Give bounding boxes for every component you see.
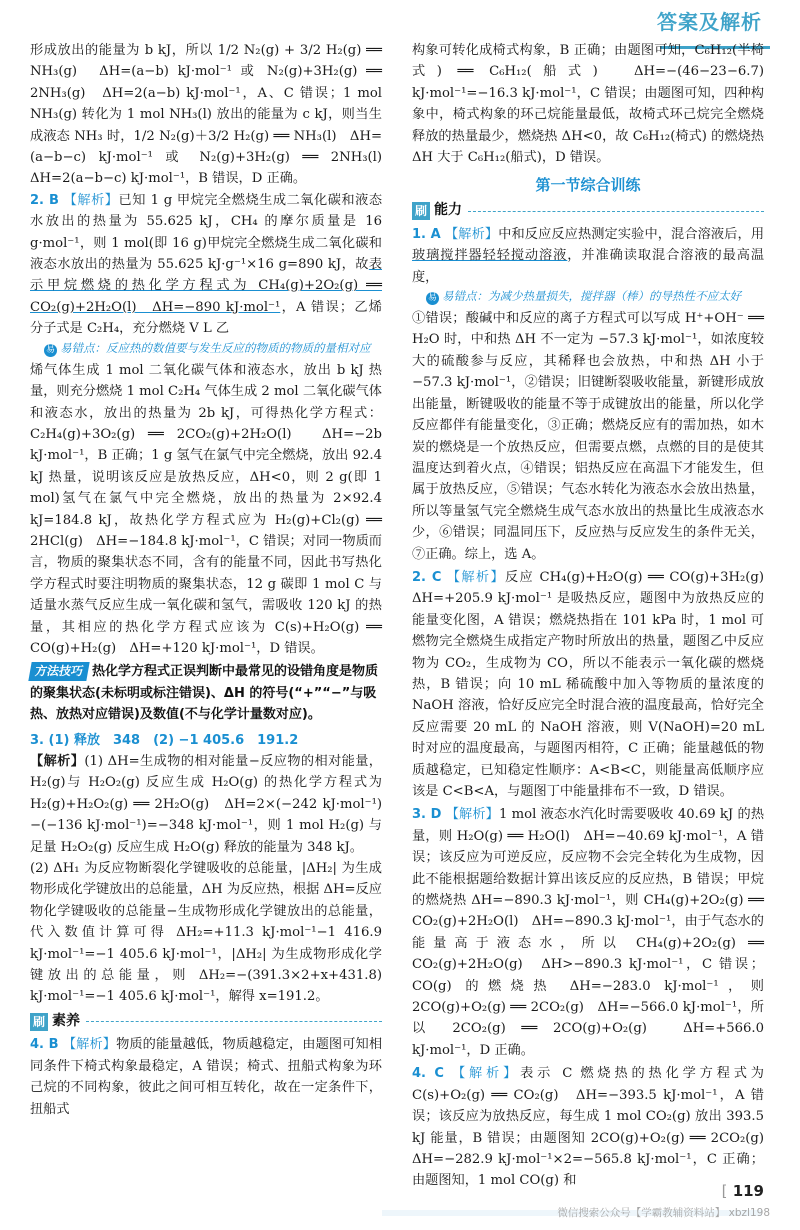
ability-answer-1 (412, 224, 764, 288)
answer-4-continuation: 构象可转化成椅式构象，B 正确；由题图可知，C₆H₁₂(半椅式) ══ C₆H₁₂(船式) ΔH=−(46−23−6.7) kJ·mol⁻¹=−16.3 kJ·mol⁻¹，C 错误；由题图可知，四种构象中，椅式构象的环己烷能量最低，故椅式环己烷完全燃烧释放的热量最少，燃烧热 ΔH<0，故 C₆H₁₂(椅式) 的燃烧热 ΔH 大于 C₆H₁₂(船式)，D 错误。 (412, 43, 764, 166)
mistake-note-text: 易错点：反应热的数值要与发生反应的物质的物质的量相对应 (60, 340, 371, 355)
section-badge: 刷 (30, 1013, 48, 1031)
answer-3-heading: 3. (1) 释放 348 (2) −1 405.6 191.2 (30, 732, 299, 748)
ability-answer-1-number: 1. A (412, 226, 441, 242)
answer-2-text-1: 已知 1 g 甲烷完全燃烧生成二氧化碳和液态水放出的热量为 55.625 kJ，CH₄ 的摩尔质量是 16 g·mol⁻¹，则 1 mol(即 16 g)甲烷完全燃烧生成二氧化碳和液态水放出的热量为 55.625 kJ·g⁻¹×16 g=890 kJ，故 (30, 192, 383, 273)
answer-4-number: 4. B (30, 1037, 59, 1053)
analysis-tag: 【解析】 (451, 1066, 521, 1082)
method-tip (30, 661, 382, 725)
ability-answer-2-text: 反应 CH₄(g)+H₂O(g) ══ CO(g)+3H₂(g) ΔH=+205.9 kJ·mol⁻¹ 是吸热反应，题图中为放热反应的能量变化图，A 错误；燃烧热指在 101 kPa 时，1 mol 可燃物完全燃烧生成指定产物时所放出的热量，题图乙中反应物为 CO₂，生成物为 CO，所以不能表示一氧化碳的燃烧热，B 错误；向 10 mL 稀硫酸中加入等物质的量浓度的 NaOH 溶液，恰好反应完全时混合液的温度最高，恰好完全反应需要 20 mL 的 NaOH 溶液，则 V(NaOH)=20 mL 时对应的温度最高，与题图丙相符，C 正确；能量越低的物质越稳定，已知稳定性顺序：A<B<C，则能量高低顺序应该是 C<B<A，与题图丁中能量排布不一致，D 错误。 (412, 569, 778, 799)
ability-answer-1-text-3: ①错误；酸碱中和反应的离子方程式可以写成 H⁺+OH⁻ ══ H₂O 时，中和热 ΔH 不一定为 −57.3 kJ·mol⁻¹，如浓度较大的硫酸参与反应，其稀释也会放热，中和热 ΔH 小于 −57.3 kJ·mol⁻¹，②错误；旧键断裂吸收能量，新键形成放出能量，断键吸收的能量不等于成键放出的能量，所以化学反应都伴有能量变化，③正确；燃烧反应有的需加热，如木炭的燃烧是一个放热反应，但需要点燃，点燃的目的是使其温度达到着火点，④错误；铝热反应在高温下才能发生，但属于放热反应，⑤错误；气态水转化为液态水会放出热量，所以等量氢气完全燃烧生成气态水放出的热量比生成液态水少，⑥错误；同温同压下，反应热与反应发生的条件无关，⑦正确。综上，选 A。 (412, 311, 764, 562)
answer-4 (30, 1034, 382, 1120)
ability-answer-1-underlined: 玻璃搅拌器轻轻搅动溶液 (412, 248, 568, 264)
analysis-tag: 【解析】 (62, 1037, 117, 1053)
ability-answer-3 (412, 804, 764, 1061)
analysis-tag: 【解析】 (30, 754, 85, 769)
answer-3-part-1 (30, 751, 382, 858)
page-number: [ 119 (721, 1181, 764, 1200)
answer-4-text: 物质的能量越低，物质越稳定，由题图可知相同条件下椅式构象最稳定，A 错误；椅式、扭船式构象为环己烷的不同构象，彼此之间可相互转化，故在一定条件下，扭船式 (30, 1037, 383, 1117)
mistake-note (426, 289, 764, 305)
page-number-value: 119 (732, 1181, 764, 1200)
answer-3-part-2: (2) ΔH₁ 为反应物断裂化学键吸收的总能量，|ΔH₂| 为生成物形成化学键放出的总能量，ΔH 为反应热，根据 ΔH=反应物化学键吸收的总能量−生成物形成化学键放出的总能量，代入数值计算可得 ΔH₂=+11.3 kJ·mol⁻¹−1 416.9 kJ·mol⁻¹=−1 405.6 kJ·mol⁻¹，|ΔH₂| 为生成物形成化学键放出的总能量，则 ΔH₂=−(391.3×2+x+431.8) kJ·mol⁻¹=−1 405.6 kJ·mol⁻¹，解得 x=191.2。 (30, 861, 382, 1005)
method-tip-tag: 方法技巧 (28, 662, 89, 681)
answer-2-number: 2. B (30, 192, 59, 208)
ability-answer-4 (412, 1063, 778, 1191)
ability-answer-2 (412, 567, 778, 802)
mistake-note (44, 341, 382, 357)
section-nengli (412, 200, 764, 221)
mistake-note-text: 易错点：为减少热量损失，搅拌器（棒）的导热性不应太好 (442, 289, 741, 304)
answer-2-underlined: 表示甲烷燃烧的热化学方程式为 CH₄(g)+2O₂(g) ══ CO₂(g)+2H₂O(l) ΔH=−890 kJ·mol⁻¹ (30, 257, 382, 315)
ability-answer-1-text-2: ，并准确读取混合溶液的最高温度， (412, 248, 765, 285)
answer-3-text-1: (1) ΔH=生成物的相对能量−反应物的相对能量，H₂(g)与 H₂O₂(g) 反应生成 H₂O(g) 的热化学方程式为 H₂(g)+H₂O₂(g) ══ 2H₂O(g) ΔH=2×(−242 kJ·mol⁻¹)−(−136 kJ·mol⁻¹)=−348 kJ·mol⁻¹，则 1 mol H₂(g) 与足量 H₂O₂(g) 反应生成 H₂O(g) 释放的能量为 348 kJ。 (30, 754, 382, 855)
section-badge: 刷 (412, 202, 430, 220)
q1-continuation: 形成放出的能量为 b kJ，所以 1/2 N₂(g) + 3/2 H₂(g) ══ NH₃(g) ΔH=(a−b) kJ·mol⁻¹ 或 N₂(g)+3H₂(g) ══ 2NH₃(g) ΔH=2(a−b) kJ·mol⁻¹，A、C 错误；1 mol NH₃(g) 转化为 1 mol NH₃(l) 放出的能量为 c kJ，则当生成液态 NH₃ 时，1/2 N₂(g)＋3/2 H₂(g) ══ NH₃(l) ΔH=(a−b−c) kJ·mol⁻¹ 或 N₂(g)+3H₂(g) ══ 2NH₃(l) ΔH=2(a−b−c) kJ·mol⁻¹，B 错误，D 正确。 (30, 43, 396, 187)
answer-2-text-3: 烯气体生成 1 mol 二氧化碳气体和液态水，放出 b kJ 热量，则充分燃烧 1 mol C₂H₄ 气体生成 2 mol 二氧化碳气体和液态水，放出的热量为 2b kJ，可得热化学方程式：C₂H₄(g)+3O₂(g) ══ 2CO₂(g)+2H₂O(l) ΔH=−2b kJ·mol⁻¹，B 正确；1 g 氢气在氯气中完全燃烧，放出 92.4 kJ 热量，说明该反应是放热反应，ΔH<0，则 2 g(即 1 mol)氢气在氯气中完全燃烧，放出的热量为 2×92.4 kJ=184.8 kJ，故热化学方程式应为 H₂(g)+Cl₂(g) ══ 2HCl(g) ΔH=−184.8 kJ·mol⁻¹，C 错误；对同一物质而言，物质的聚集状态不同，含有的能量不同，因此书写热化学方程式时要注明物质的聚集状态，12 g 碳即 1 mol C 与适量水蒸气反应生成一氧化碳和氢气，需吸收 120 kJ 的热量，其相应的热化学方程式应该为 C(s)+H₂O(g) ══ CO(g)+H₂(g) ΔH=+120 kJ·mol⁻¹，D 错误。 (30, 362, 382, 656)
answer-2 (30, 190, 382, 340)
mistake-icon: 易 (45, 344, 55, 355)
ability-answer-2-number: 2. C (412, 569, 442, 585)
section-divider (86, 1021, 382, 1022)
section-label: 素养 (52, 1012, 80, 1029)
method-tip-text: 热化学方程式正误判断中最常见的设错角度是物质的聚集状态(未标明或标注错误)、ΔH 的符号(“+”“−”与吸热、放热对应错误)及数值(不与化学计量数对应)。 (30, 664, 379, 723)
section-title: 第一节综合训练 (535, 176, 641, 195)
ability-answer-3-text: 1 mol 液态水汽化时需要吸收 40.69 kJ 的热量，则 H₂O(g) ══ H₂O(l) ΔH=−40.69 kJ·mol⁻¹，A 错误；该反应为可逆反应，反应物不会完全转化为生成物，因此不能根据题给数据计算出该反应的反应热，B 错误；甲烷的燃烧热 ΔH=−890.3 kJ·mol⁻¹，则 CH₄(g)+2O₂(g) ══ CO₂(g)+2H₂O(l) ΔH=−890.3 kJ·mol⁻¹，由于气态水的能量高于液态水，所以 CH₄(g)+2O₂(g) ══ CO₂(g)+2H₂O(g) ΔH>−890.3 kJ·mol⁻¹，C 错误；CO(g) 的燃烧热 ΔH=−283.0 kJ·mol⁻¹，则 2CO(g)+O₂(g) ══ 2CO₂(g) ΔH=−566.0 kJ·mol⁻¹，所以 2CO₂(g) ══ 2CO(g)+O₂(g) ΔH=+566.0 kJ·mol⁻¹，D 正确。 (412, 807, 765, 1058)
watermark: 微信搜索公众号【学霸教辅资料站】 xbzl198 (557, 1206, 770, 1219)
answer-2-text-2: ，A 错误；乙烯分子式是 C₂H₄，充分燃烧 V L 乙 (30, 299, 382, 337)
analysis-tag: 【解析】 (63, 192, 119, 208)
left-column (30, 40, 396, 1120)
analysis-tag: 【解析】 (445, 226, 499, 242)
ability-answer-3-number: 3. D (412, 807, 442, 823)
section-divider (468, 211, 764, 212)
analysis-tag: 【解析】 (446, 569, 505, 585)
right-column (412, 40, 778, 1192)
ability-answer-4-number: 4. C (412, 1066, 444, 1082)
ability-answer-1-text-1: 中和反应反应热测定实验中，混合溶液后，用 (498, 226, 765, 242)
ability-answer-4-text: 表示 C 燃烧热的热化学方程式为 C(s)+O₂(g) ══ CO₂(g) ΔH=−393.5 kJ·mol⁻¹，A 错误；该反应为放热反应，每生成 1 mol CO₂(g) 放出 393.5 kJ 能量，B 错误；由题图知 2CO(g)+O₂(g) ══ 2CO₂(g) ΔH=−282.9 kJ·mol⁻¹×2=−565.8 kJ·mol⁻¹，C 正确；由题图知，1 mol CO(g) 和 (412, 1066, 778, 1189)
header-title: 答案及解析 (657, 10, 762, 34)
mistake-icon: 易 (427, 293, 437, 304)
section-suyang (30, 1011, 382, 1032)
analysis-tag: 【解析】 (445, 807, 499, 823)
section-label: 能力 (434, 202, 462, 219)
